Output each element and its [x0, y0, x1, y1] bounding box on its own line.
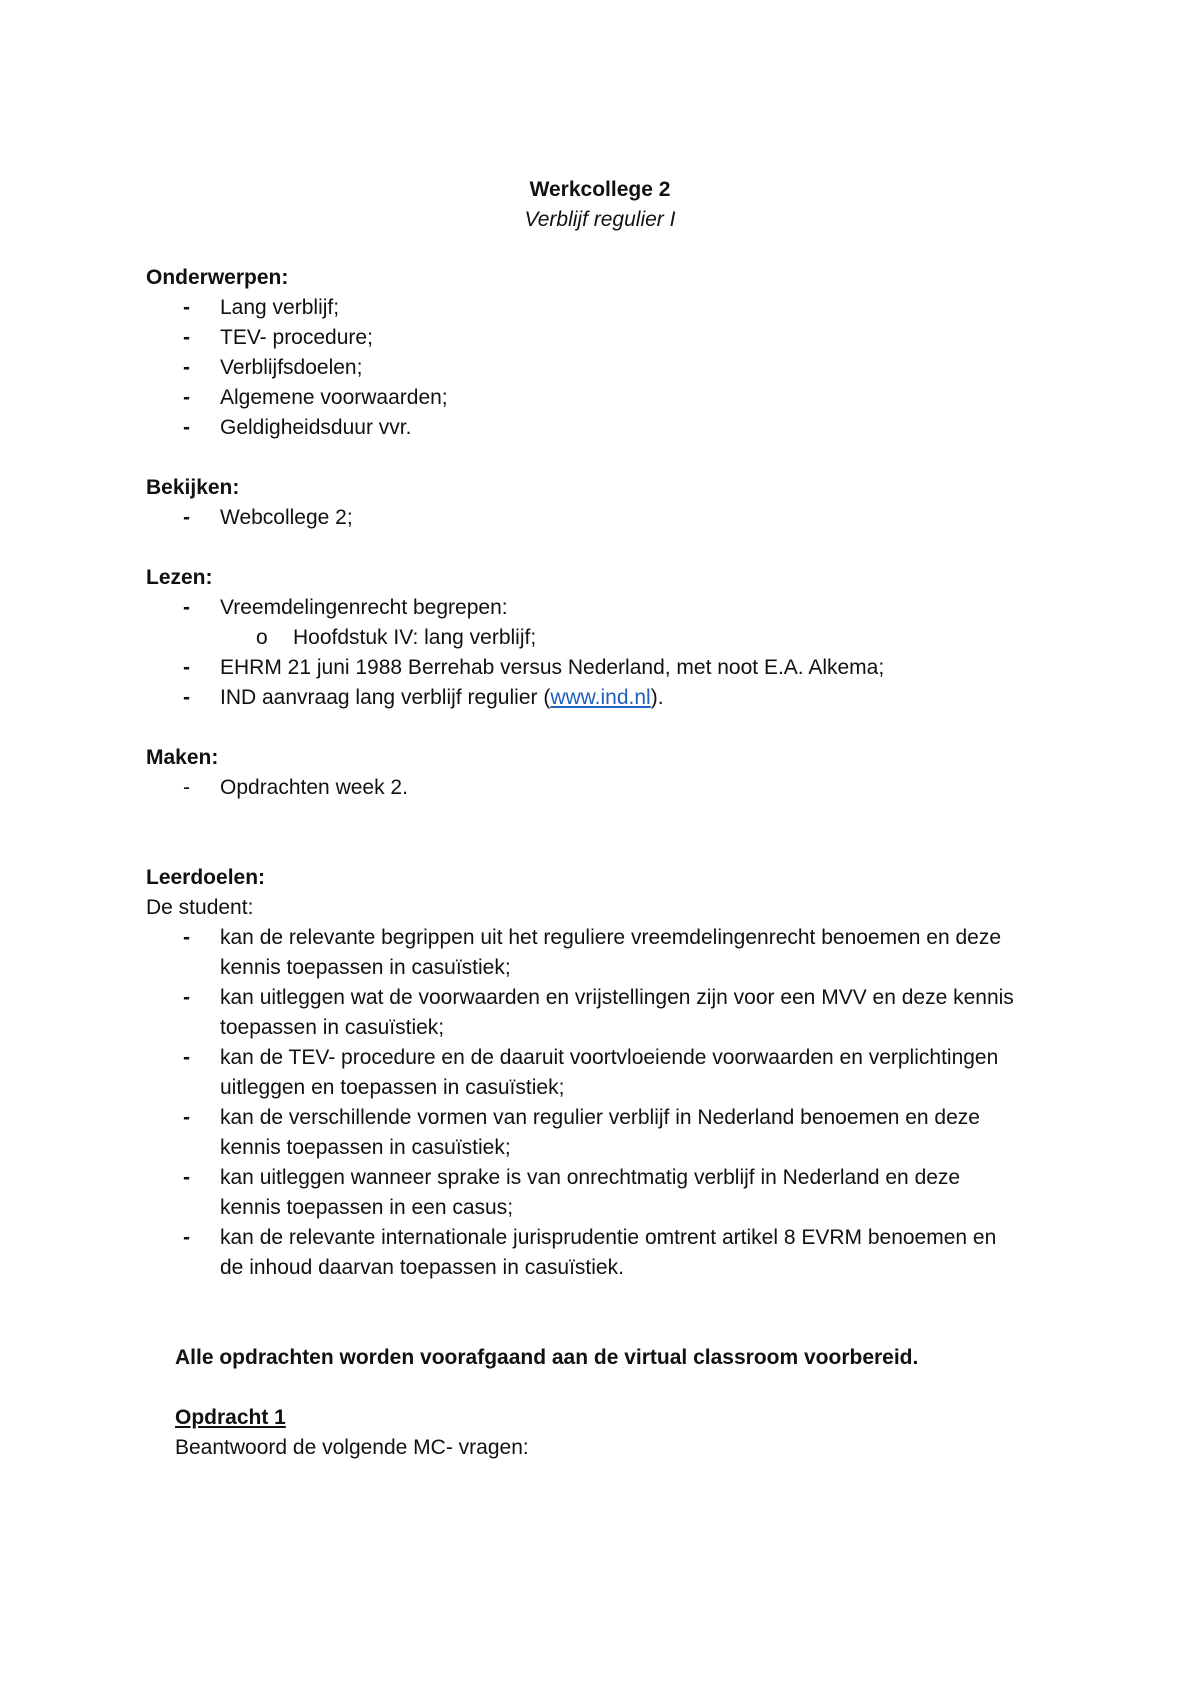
list-item-continuation: kennis toepassen in casuïstiek;	[220, 1136, 511, 1159]
list-item: Opdrachten week 2.	[220, 776, 408, 799]
list-bullet: -	[183, 506, 190, 529]
sublist-bullet: o	[256, 626, 268, 649]
list-bullet: -	[183, 986, 190, 1009]
list-item: kan de verschillende vormen van regulier verblijf in Nederland benoemen en deze	[220, 1106, 980, 1129]
list-bullet: -	[183, 356, 190, 379]
list-bullet: -	[183, 596, 190, 619]
maken-heading: Maken:	[146, 746, 219, 769]
opdracht1-text: Beantwoord de volgende MC- vragen:	[175, 1436, 529, 1459]
list-bullet: -	[183, 1106, 190, 1129]
list-bullet: -	[183, 926, 190, 949]
list-bullet: -	[183, 656, 190, 679]
list-item-continuation: kennis toepassen in casuïstiek;	[220, 956, 511, 979]
list-item: kan de TEV- procedure en de daaruit voortvloeiende voorwaarden en verplichtingen	[220, 1046, 999, 1069]
list-bullet: -	[183, 1226, 190, 1249]
list-item	[220, 683, 664, 713]
leerdoelen-heading: Leerdoelen:	[146, 866, 266, 889]
list-item: EHRM 21 juni 1988 Berrehab versus Nederland, met noot E.A. Alkema;	[220, 656, 885, 679]
list-item: Algemene voorwaarden;	[220, 386, 448, 409]
lezen-heading: Lezen:	[146, 566, 213, 589]
sublist-item: Hoofdstuk IV: lang verblijf;	[293, 626, 537, 649]
list-item: kan uitleggen wat de voorwaarden en vrijstellingen zijn voor een MVV en deze kennis	[220, 986, 1014, 1009]
list-item-continuation: uitleggen en toepassen in casuïstiek;	[220, 1076, 565, 1099]
list-bullet: -	[183, 326, 190, 349]
list-bullet: -	[183, 1166, 190, 1189]
leerdoelen-intro: De student:	[146, 896, 254, 919]
list-bullet: -	[183, 386, 190, 409]
list-item-continuation: de inhoud daarvan toepassen in casuïstiek.	[220, 1256, 624, 1279]
list-item: TEV- procedure;	[220, 326, 373, 349]
list-item-text: IND aanvraag lang verblijf regulier (	[220, 686, 551, 709]
opdracht1-heading: Opdracht 1	[175, 1406, 286, 1429]
bekijken-heading: Bekijken:	[146, 476, 240, 499]
list-bullet: -	[183, 296, 190, 319]
list-item: Webcollege 2;	[220, 506, 353, 529]
list-item: Vreemdelingenrecht begrepen:	[220, 596, 508, 619]
list-item: Verblijfsdoelen;	[220, 356, 363, 379]
list-item: kan de relevante internationale jurisprudentie omtrent artikel 8 EVRM benoemen en	[220, 1226, 997, 1249]
list-item-continuation: kennis toepassen in een casus;	[220, 1196, 514, 1219]
list-bullet: -	[183, 686, 190, 709]
onderwerpen-heading: Onderwerpen:	[146, 266, 289, 289]
ind-link[interactable]: www.ind.nl	[550, 686, 651, 709]
list-item-continuation: toepassen in casuïstiek;	[220, 1016, 445, 1039]
notice-text: Alle opdrachten worden voorafgaand aan de virtual classroom voorbereid.	[175, 1346, 919, 1369]
list-item-text: ).	[650, 686, 664, 709]
page-subtitle: Verblijf regulier I	[524, 208, 676, 231]
list-item: Geldigheidsduur vvr.	[220, 416, 412, 439]
list-item: Lang verblijf;	[220, 296, 340, 319]
list-item: kan uitleggen wanneer sprake is van onrechtmatig verblijf in Nederland en deze	[220, 1166, 961, 1189]
list-item: kan de relevante begrippen uit het reguliere vreemdelingenrecht benoemen en deze	[220, 926, 1002, 949]
list-bullet: -	[183, 416, 190, 439]
list-bullet: -	[183, 776, 190, 799]
page-title: Werkcollege 2	[529, 178, 671, 201]
list-bullet: -	[183, 1046, 190, 1069]
